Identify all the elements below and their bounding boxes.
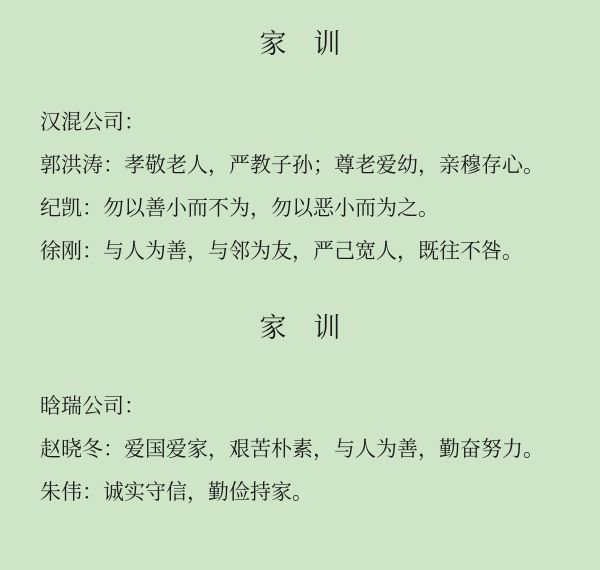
section-2 [0, 310, 600, 514]
section-1-title: 家 训 [259, 29, 341, 59]
precept-line: 赵晓冬：爱国爱家，艰苦朴素，与人为善，勤奋努力。 [40, 437, 544, 461]
section-2-title: 家 训 [259, 313, 341, 343]
section-1 [0, 26, 600, 273]
precept-line: 纪凯：勿以善小而不为，勿以恶小而为之。 [40, 196, 439, 220]
section-1-body [40, 101, 572, 273]
section-2-company-name: 晗瑞公司： [40, 394, 145, 418]
section-2-body [40, 385, 572, 514]
precept-line: 朱伟：诚实守信，勤俭持家。 [40, 480, 313, 504]
section-1-company-name: 汉混公司： [40, 110, 145, 134]
precept-line: 郭洪涛：孝敬老人，严教子孙；尊老爱幼，亲穆存心。 [40, 153, 544, 177]
precept-line: 徐刚：与人为善，与邻为友，严己宽人，既往不咎。 [40, 239, 523, 263]
